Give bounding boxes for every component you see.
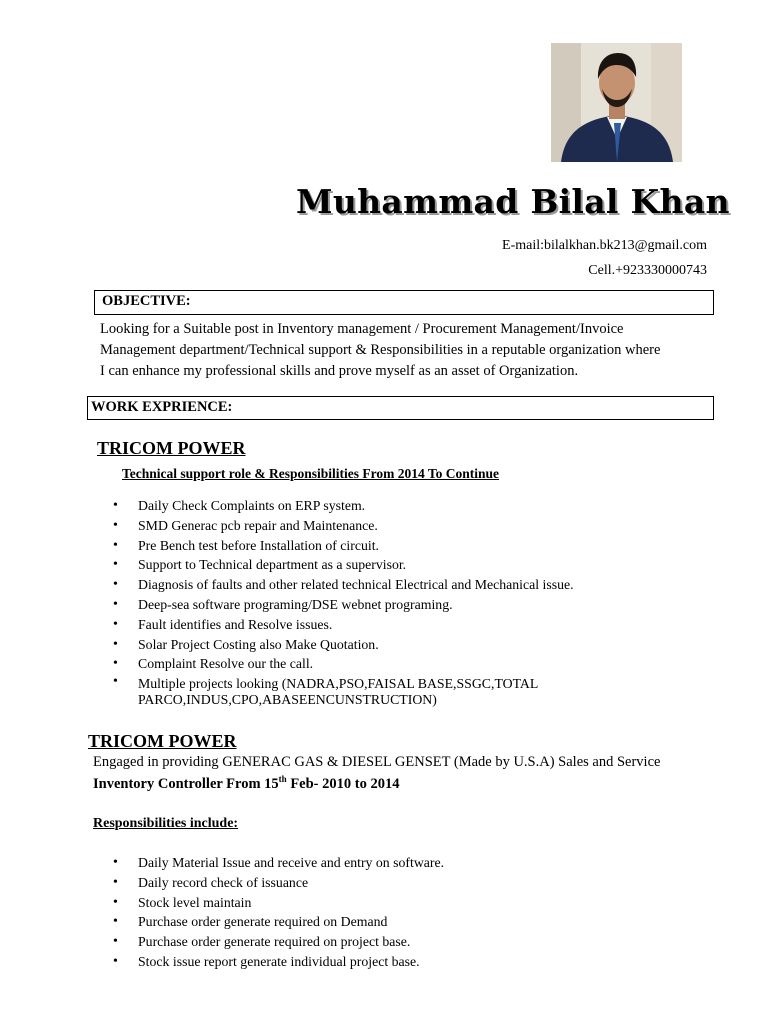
list-item: • Daily Material Issue and receive and entry on software. bbox=[113, 853, 513, 873]
job2-responsibilities-list bbox=[113, 853, 513, 972]
job1-company: TRICOM POWER bbox=[97, 438, 246, 458]
list-item: • Solar Project Costing also Make Quotation. bbox=[113, 635, 583, 655]
job2-controller-sup: th bbox=[278, 774, 287, 784]
list-item: • Pre Bench test before Installation of circuit. bbox=[113, 536, 583, 556]
list-item: • Daily record check of issuance bbox=[113, 873, 513, 893]
objective-line: I can enhance my professional skills and prove myself as an asset of Organization. bbox=[100, 363, 579, 379]
objective-heading: OBJECTIVE: bbox=[102, 293, 191, 309]
job2-company: TRICOM POWER bbox=[88, 731, 237, 751]
profile-photo bbox=[551, 43, 682, 162]
list-item: • Multiple projects looking (NADRA,PSO,FAISAL BASE,SSGC,TOTAL PARCO,INDUS,CPO,ABASEENCUNSTRUCTION) bbox=[113, 674, 558, 708]
email-line: E-mail:bilalkhan.bk213@gmail.com bbox=[502, 238, 707, 253]
job2-responsibilities-heading: Responsibilities include: bbox=[93, 816, 239, 831]
work-experience-heading: WORK EXPRIENCE: bbox=[91, 399, 233, 415]
list-item: • Stock issue report generate individual project base. bbox=[113, 952, 513, 972]
objective-line: Looking for a Suitable post in Inventory management / Procurement Management/Invoice bbox=[100, 321, 624, 337]
list-item: • Purchase order generate required on Demand bbox=[113, 912, 513, 932]
list-item: • Purchase order generate required on project base. bbox=[113, 932, 513, 952]
job2-controller-suffix: Feb- 2010 to 2014 bbox=[286, 775, 400, 792]
job2-controller-prefix: Inventory Controller From 15 bbox=[93, 775, 279, 792]
job1-duties-list bbox=[113, 496, 583, 708]
job2-engaged: Engaged in providing GENERAC GAS & DIESEL GENSET (Made by U.S.A) Sales and Service bbox=[93, 754, 661, 770]
list-item: • Complaint Resolve our the call. bbox=[113, 654, 583, 674]
objective-text bbox=[100, 319, 700, 382]
list-item: • Support to Technical department as a supervisor. bbox=[113, 555, 583, 575]
list-item: • Fault identifies and Resolve issues. bbox=[113, 615, 583, 635]
candidate-name: Muhammad Bilal Khan bbox=[296, 182, 730, 221]
list-item: • SMD Generac pcb repair and Maintenance. bbox=[113, 516, 583, 536]
list-item: • Diagnosis of faults and other related technical Electrical and Mechanical issue. bbox=[113, 575, 583, 595]
job1-role: Technical support role & Responsibilities From 2014 To Continue bbox=[122, 466, 500, 481]
job2-controller-period bbox=[93, 774, 399, 793]
objective-line: Management department/Technical support & Responsibilities in a reputable organization where bbox=[100, 342, 661, 358]
list-item: • Daily Check Complaints on ERP system. bbox=[113, 496, 583, 516]
list-item: • Stock level maintain bbox=[113, 893, 513, 913]
cell-line: Cell.+923330000743 bbox=[588, 263, 707, 278]
work-experience-heading-box bbox=[87, 396, 714, 420]
list-item: • Deep-sea software programing/DSE webnet programing. bbox=[113, 595, 583, 615]
objective-heading-box bbox=[94, 290, 714, 315]
